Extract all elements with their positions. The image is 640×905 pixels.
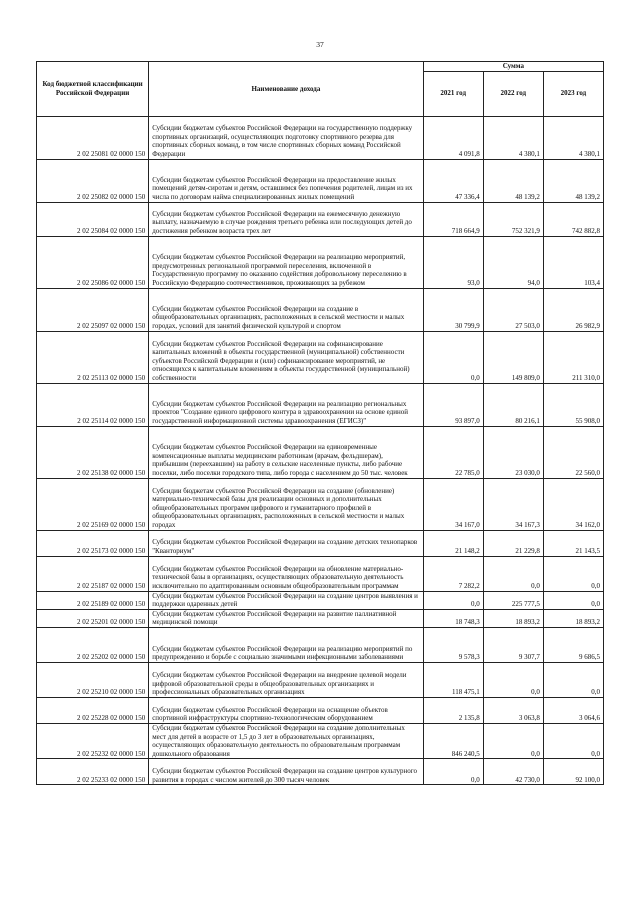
row-value-2022: 4 380,1: [483, 116, 543, 159]
header-year-2021: 2021 год: [423, 71, 483, 116]
row-value-2023: 22 560,0: [543, 426, 603, 478]
row-value-2022: 0,0: [483, 556, 543, 591]
header-sum: Сумма: [423, 62, 603, 72]
row-code: 2 02 25114 02 0000 150: [37, 383, 149, 426]
row-name: Субсидии бюджетам субъектов Российской Федерации на единовременные компенсационные выплаты медицинским работникам (врачам, фельдшерам), прибывшим (переехавшим) на работу в сельские населенные пункты, либо рабочие поселки, либо поселки городского типа, либо города с населением до 50 тыс. человек: [149, 426, 423, 478]
header-code: Код бюджетной классификации Российской Федерации: [37, 62, 149, 117]
row-value-2021: 93,0: [423, 236, 483, 288]
row-value-2022: 3 063,8: [483, 697, 543, 723]
row-value-2021: 2 135,8: [423, 697, 483, 723]
row-code: 2 02 25233 02 0000 150: [37, 759, 149, 785]
header-name: Наименование дохода: [149, 62, 423, 117]
table-row: [37, 609, 604, 627]
table-row: [37, 288, 604, 331]
row-code: 2 02 25113 02 0000 150: [37, 331, 149, 383]
row-value-2023: 4 380,1: [543, 116, 603, 159]
row-value-2022: 9 307,7: [483, 627, 543, 662]
row-value-2021: 0,0: [423, 591, 483, 609]
row-code: 2 02 25228 02 0000 150: [37, 697, 149, 723]
table-row: [37, 426, 604, 478]
row-name: Субсидии бюджетам субъектов Российской Федерации на обновление материально-технической базы в организациях, осуществляющих образовательную деятельность исключительно по адаптированным основным общеобразовательным программам: [149, 556, 423, 591]
row-value-2021: 118 475,1: [423, 662, 483, 697]
row-code: 2 02 25084 02 0000 150: [37, 202, 149, 236]
row-code: 2 02 25189 02 0000 150: [37, 591, 149, 609]
row-value-2021: 9 578,3: [423, 627, 483, 662]
row-value-2021: 30 799,9: [423, 288, 483, 331]
row-name: Субсидии бюджетам субъектов Российской Федерации на предоставление жилых помещений детям-сиротам и детям, оставшимся без попечения родителей, лицам из их числа по договорам найма специализированных жилых помещений: [149, 159, 423, 202]
row-value-2023: 34 162,0: [543, 478, 603, 530]
row-name: Субсидии бюджетам субъектов Российской Федерации на создание центров выявления и поддержки одаренных детей: [149, 591, 423, 609]
row-name: Субсидии бюджетам субъектов Российской Федерации на государственную поддержку спортивных организаций, осуществляющих подготовку спортивного резерва для спортивных сборных команд, в том числе спортивных сборных команд Российской Федерации: [149, 116, 423, 159]
table-row: [37, 116, 604, 159]
row-value-2021: 47 336,4: [423, 159, 483, 202]
row-value-2023: 211 310,0: [543, 331, 603, 383]
table-row: [37, 591, 604, 609]
table-row: [37, 759, 604, 785]
row-value-2022: 48 139,2: [483, 159, 543, 202]
row-code: 2 02 25201 02 0000 150: [37, 609, 149, 627]
row-code: 2 02 25097 02 0000 150: [37, 288, 149, 331]
row-name: Субсидии бюджетам субъектов Российской Федерации на оснащение объектов спортивной инфраструктуры спортивно-технологическим оборудованием: [149, 697, 423, 723]
row-value-2021: 0,0: [423, 759, 483, 785]
row-value-2023: 55 908,0: [543, 383, 603, 426]
row-name: Субсидии бюджетам субъектов Российской Федерации на реализацию мероприятий по предупреждению и борьбе с социально значимыми инфекционными заболеваниями: [149, 627, 423, 662]
row-value-2023: 9 686,5: [543, 627, 603, 662]
table-row: [37, 236, 604, 288]
row-code: 2 02 25210 02 0000 150: [37, 662, 149, 697]
row-value-2022: 18 893,2: [483, 609, 543, 627]
row-name: Субсидии бюджетам субъектов Российской Федерации на создание (обновление) материально-технической базы для реализации основных и дополнительных общеобразовательных программ цифрового и гуманитарного профилей в общеобразовательных организациях, расположенных в сельской местности и малых городах: [149, 478, 423, 530]
row-value-2023: 18 893,2: [543, 609, 603, 627]
table-row: [37, 723, 604, 758]
row-value-2022: 752 321,9: [483, 202, 543, 236]
table-row: [37, 331, 604, 383]
row-code: 2 02 25173 02 0000 150: [37, 530, 149, 556]
row-value-2021: 93 897,0: [423, 383, 483, 426]
table-row: [37, 556, 604, 591]
row-value-2023: 21 143,5: [543, 530, 603, 556]
row-value-2022: 0,0: [483, 723, 543, 758]
row-value-2022: 21 229,8: [483, 530, 543, 556]
row-name: Субсидии бюджетам субъектов Российской Федерации на развитие паллиативной медицинской помощи: [149, 609, 423, 627]
row-value-2023: 26 982,9: [543, 288, 603, 331]
row-name: Субсидии бюджетам субъектов Российской Федерации на создание в общеобразовательных организациях, расположенных в сельской местности и малых городах, условий для занятий физической культурой и спортом: [149, 288, 423, 331]
row-value-2022: 225 777,5: [483, 591, 543, 609]
row-value-2022: 80 216,1: [483, 383, 543, 426]
row-value-2022: 94,0: [483, 236, 543, 288]
row-name: Субсидии бюджетам субъектов Российской Федерации на внедрение целевой модели цифровой образовательной среды в общеобразовательных организациях и профессиональных образовательных организациях: [149, 662, 423, 697]
row-code: 2 02 25202 02 0000 150: [37, 627, 149, 662]
row-value-2021: 18 748,3: [423, 609, 483, 627]
row-value-2021: 22 785,0: [423, 426, 483, 478]
row-code: 2 02 25086 02 0000 150: [37, 236, 149, 288]
row-value-2021: 21 148,2: [423, 530, 483, 556]
row-value-2023: 103,4: [543, 236, 603, 288]
row-value-2023: 48 139,2: [543, 159, 603, 202]
table-body: [37, 116, 604, 785]
row-code: 2 02 25081 02 0000 150: [37, 116, 149, 159]
table-row: [37, 530, 604, 556]
row-value-2023: 0,0: [543, 662, 603, 697]
row-value-2022: 0,0: [483, 662, 543, 697]
row-name: Субсидии бюджетам субъектов Российской Федерации на ежемесячную денежную выплату, назначаемую в случае рождения третьего ребенка или последующих детей до достижения ребенком возраста трех лет: [149, 202, 423, 236]
revenue-table: [36, 61, 604, 785]
row-value-2022: 149 809,0: [483, 331, 543, 383]
row-name: Субсидии бюджетам субъектов Российской Федерации на реализацию региональных проектов "Создание единого цифрового контура в здравоохранении на основе единой государственной информационной системы здравоохранения (ЕГИСЗ)": [149, 383, 423, 426]
page-number: 37: [316, 40, 324, 49]
row-name: Субсидии бюджетам субъектов Российской Федерации на реализацию мероприятий, предусмотренных региональной программой переселения, включенной в Государственную программу по оказанию содействия добровольному переселению в Российскую Федерацию соотечественников, проживающих за рубежом: [149, 236, 423, 288]
row-value-2021: 7 282,2: [423, 556, 483, 591]
row-value-2021: 718 664,9: [423, 202, 483, 236]
row-value-2021: 0,0: [423, 331, 483, 383]
row-value-2023: 0,0: [543, 591, 603, 609]
row-name: Субсидии бюджетам субъектов Российской Федерации на создание детских технопарков "Кванториум": [149, 530, 423, 556]
table-row: [37, 383, 604, 426]
row-value-2021: 34 167,0: [423, 478, 483, 530]
row-value-2022: 34 167,3: [483, 478, 543, 530]
table-row: [37, 697, 604, 723]
row-value-2023: 3 064,6: [543, 697, 603, 723]
table-row: [37, 478, 604, 530]
row-value-2023: 0,0: [543, 723, 603, 758]
row-name: Субсидии бюджетам субъектов Российской Федерации на создание центров культурного развития в городах с числом жителей до 300 тысяч человек: [149, 759, 423, 785]
row-name: Субсидии бюджетам субъектов Российской Федерации на создание дополнительных мест для детей в возрасте от 1,5 до 3 лет в образовательных организациях, осуществляющих образовательную деятельность по образовательным программам дошкольного образования: [149, 723, 423, 758]
row-value-2022: 23 030,0: [483, 426, 543, 478]
table-row: [37, 662, 604, 697]
row-code: 2 02 25138 02 0000 150: [37, 426, 149, 478]
header-year-2023: 2023 год: [543, 71, 603, 116]
row-name: Субсидии бюджетам субъектов Российской Федерации на софинансирование капитальных вложений в объекты государственной (муниципальной) собственности субъектов Российской Федерации и (или) софинансирование мероприятий, не относящихся к капитальным вложениям в объекты государственной (муниципальной) собственности: [149, 331, 423, 383]
row-value-2023: 742 882,8: [543, 202, 603, 236]
row-code: 2 02 25082 02 0000 150: [37, 159, 149, 202]
table-row: [37, 159, 604, 202]
row-code: 2 02 25232 02 0000 150: [37, 723, 149, 758]
row-value-2023: 0,0: [543, 556, 603, 591]
header-year-2022: 2022 год: [483, 71, 543, 116]
row-value-2022: 27 503,0: [483, 288, 543, 331]
row-value-2021: 846 240,5: [423, 723, 483, 758]
table-row: [37, 202, 604, 236]
row-code: 2 02 25187 02 0000 150: [37, 556, 149, 591]
row-value-2021: 4 091,8: [423, 116, 483, 159]
row-code: 2 02 25169 02 0000 150: [37, 478, 149, 530]
table-row: [37, 627, 604, 662]
row-value-2022: 42 730,0: [483, 759, 543, 785]
row-value-2023: 92 100,0: [543, 759, 603, 785]
